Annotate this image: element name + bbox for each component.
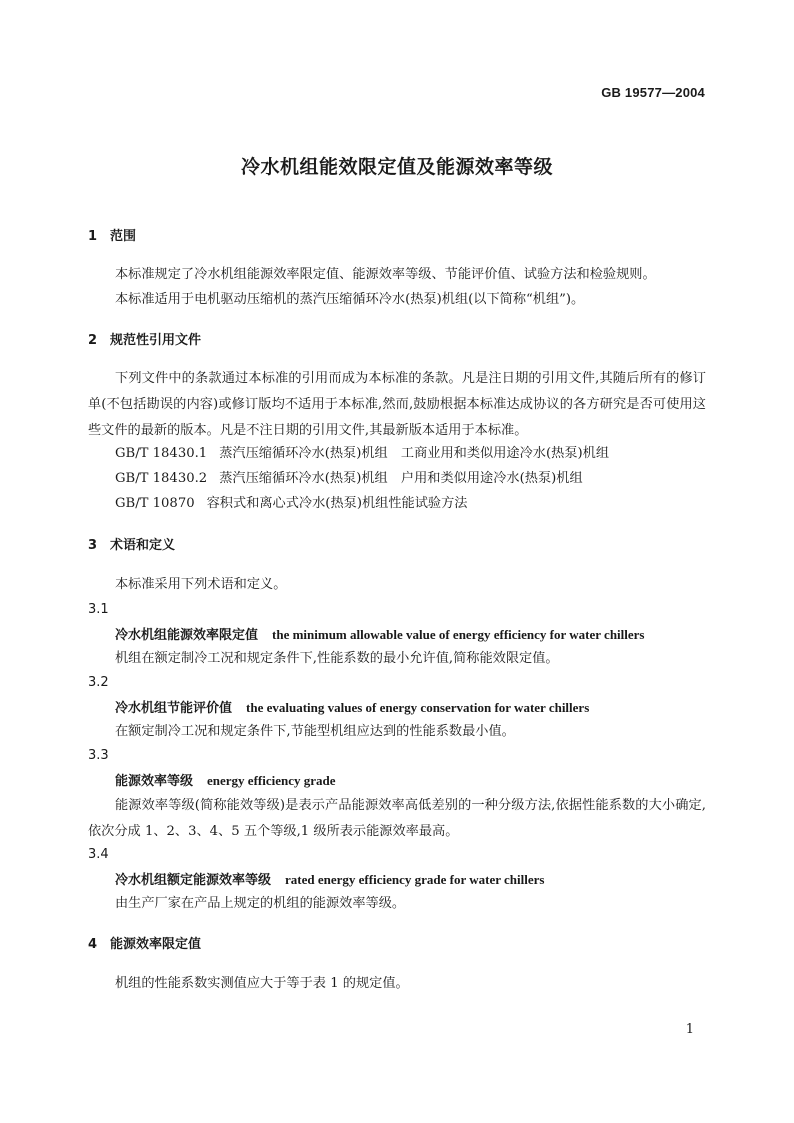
- paragraph: 本标准规定了冷水机组能源效率限定值、能源效率等级、节能评价值、试验方法和检验规则。: [115, 267, 656, 282]
- term-definition: 能源效率等级(简称能效等级)是表示产品能源效率高低差别的一种分级方法,依据性能系数的大小确定,依次分成 1、2、3、4、5 五个等级,1 级所表示能源效率最高。: [88, 798, 706, 839]
- term-chinese: 冷水机组能源效率限定值: [115, 628, 259, 643]
- clause-number: 3.3: [88, 748, 109, 763]
- section-heading-3: [88, 538, 175, 554]
- reference-code: GB/T 10870: [115, 496, 195, 511]
- paragraph: 机组的性能系数实测值应大于等于表 1 的规定值。: [115, 976, 409, 991]
- reference-code: GB/T 18430.1: [115, 446, 208, 461]
- reference-code: GB/T 18430.2: [115, 471, 208, 486]
- normative-reference: [115, 496, 467, 512]
- normative-reference: [115, 446, 609, 462]
- page-number: 1: [685, 1022, 694, 1037]
- standard-number: GB 19577—2004: [601, 85, 705, 100]
- normative-reference: [115, 471, 583, 487]
- clause-number: 3.4: [88, 847, 109, 862]
- section-heading-4: [88, 937, 201, 953]
- clause-number: 3.1: [88, 602, 109, 617]
- term-definition: 在额定制冷工况和规定条件下,节能型机组应达到的性能系数最小值。: [115, 724, 515, 739]
- term-entry: [115, 872, 544, 889]
- paragraph: 本标准适用于电机驱动压缩机的蒸汽压缩循环冷水(热泵)机组(以下简称“机组”)。: [115, 292, 585, 307]
- reference-title: 容积式和离心式冷水(热泵)机组性能试验方法: [206, 496, 468, 511]
- term-chinese: 冷水机组节能评价值: [115, 701, 233, 716]
- paragraph: 下列文件中的条款通过本标准的引用而成为本标准的条款。凡是注日期的引用文件,其随后所有的修订单(不包括勘误的内容)或修订版均不适用于本标准,然而,鼓励根据本标准达成协议的各方研究是否可使用这些文件的最新的版本。凡是不注日期的引用文件,其最新版本适用于本标准。: [88, 371, 706, 438]
- clause-number: 3.2: [88, 675, 109, 690]
- section-number: 3: [88, 538, 98, 553]
- term-english: rated energy efficiency grade for water chillers: [285, 872, 545, 887]
- section-title: 术语和定义: [110, 538, 176, 553]
- section-number: 2: [88, 333, 98, 348]
- section-number: 4: [88, 937, 98, 952]
- document-title: 冷水机组能效限定值及能源效率等级: [240, 156, 553, 178]
- section-title: 范围: [110, 229, 137, 244]
- term-definition: 机组在额定制冷工况和规定条件下,性能系数的最小允许值,简称能效限定值。: [115, 651, 559, 666]
- term-chinese: 冷水机组额定能源效率等级: [115, 873, 272, 888]
- section-title: 规范性引用文件: [110, 333, 202, 348]
- section-title: 能源效率限定值: [110, 937, 202, 952]
- term-entry: [115, 773, 336, 790]
- term-chinese: 能源效率等级: [115, 774, 194, 789]
- term-english: energy efficiency grade: [207, 773, 336, 788]
- term-entry: [115, 700, 589, 717]
- term-english: the minimum allowable value of energy efficiency for water chillers: [272, 627, 645, 642]
- section-number: 1: [88, 229, 98, 244]
- section-heading-1: [88, 229, 136, 245]
- term-english: the evaluating values of energy conservation for water chillers: [246, 700, 590, 715]
- reference-title: 蒸汽压缩循环冷水(热泵)机组 户用和类似用途冷水(热泵)机组: [219, 471, 583, 486]
- paragraph: 本标准采用下列术语和定义。: [115, 577, 287, 592]
- term-entry: [115, 627, 644, 644]
- term-definition: 由生产厂家在产品上规定的机组的能源效率等级。: [115, 896, 406, 911]
- section-heading-2: [88, 333, 201, 349]
- reference-title: 蒸汽压缩循环冷水(热泵)机组 工商业用和类似用途冷水(热泵)机组: [219, 446, 610, 461]
